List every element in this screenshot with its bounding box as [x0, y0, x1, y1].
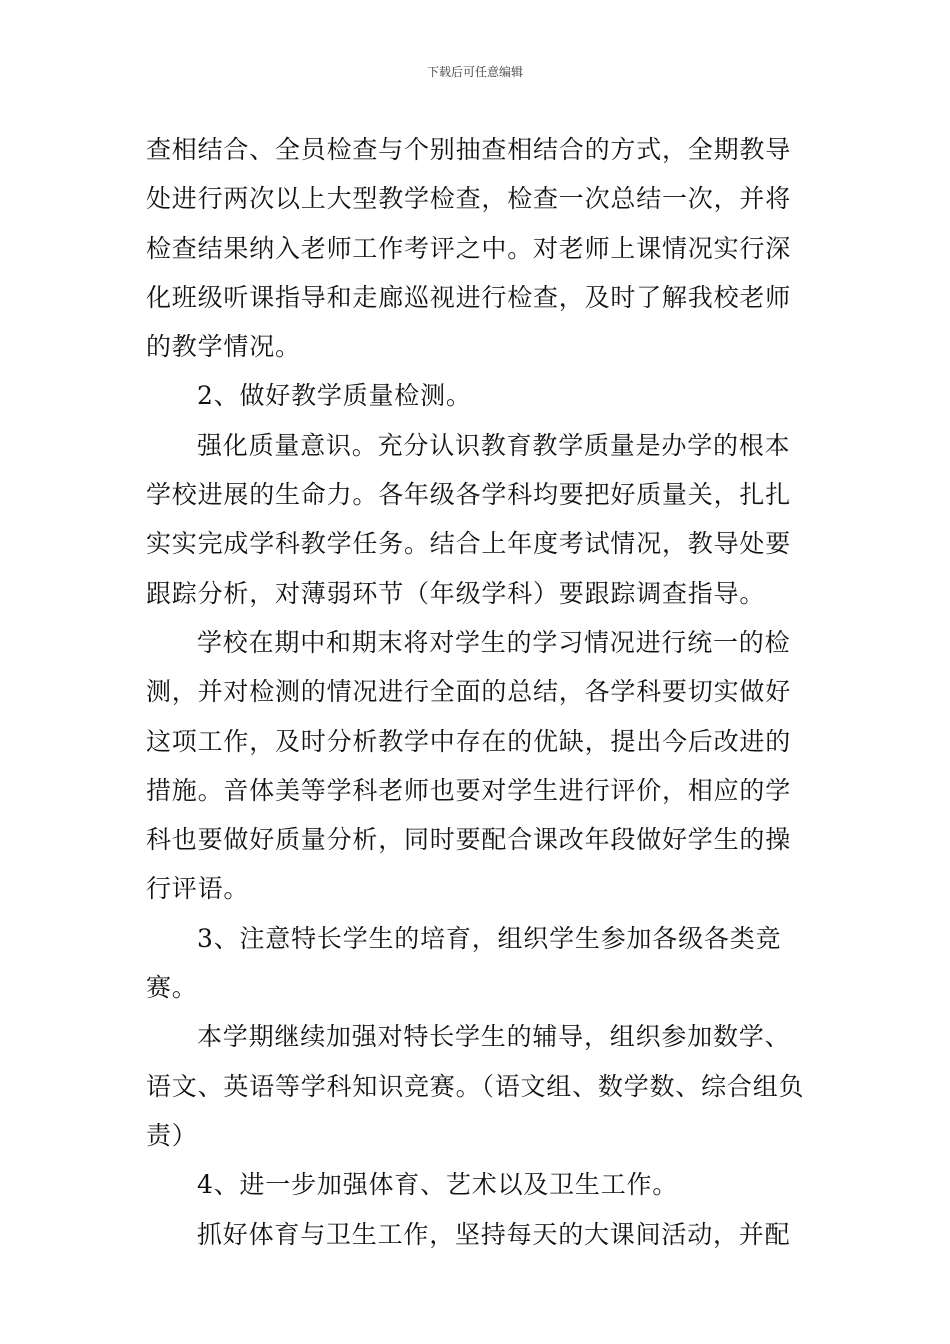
document-body — [146, 125, 808, 1259]
heading-item-2: 2、做好教学质量检测。 — [197, 381, 472, 411]
paragraph-4: 学校在期中和期末将对学生的学习情况进行统一的检测，并对检测的情况进行全面的总结，各学科要切实做好这项工作，及时分析教学中存在的优缺，提出今后改进的措施。音体美等学科老师也要对学生进行评价，相应的学科也要做好质量分析，同时要配合课改年段做好学生的操行评语。 — [146, 627, 792, 904]
paragraph-8: 抓好体育与卫生工作，坚持每天的大课间活动，并配 — [197, 1219, 791, 1249]
heading-item-3: 3、注意特长学生的培育，组织学生参加各级各类竞赛。 — [146, 923, 782, 1003]
heading-item-4: 4、进一步加强体育、艺术以及卫生工作。 — [197, 1170, 679, 1200]
paragraph-6: 本学期继续加强对特长学生的辅导，组织参加数学、语文、英语等学科知识竞赛。（语文组、数学数、综合组负责） — [146, 1022, 805, 1150]
paragraph-1: 查相结合、全员检查与个别抽查相结合的方式，全期教导处进行两次以上大型教学检查，检查一次总结一次，并将检查结果纳入老师工作考评之中。对老师上课情况实行深化班级听课指导和走廊巡视进行检查，及时了解我校老师的教学情况。 — [146, 135, 792, 362]
page-header: 下载后可任意编辑 — [426, 65, 523, 79]
paragraph-3: 强化质量意识。充分认识教育教学质量是办学的根本学校进展的生命力。各年级各学科均要把好质量关，扎扎实实完成学科教学任务。结合上年度考试情况，教导处要跟踪分析，对薄弱环节（年级学科）要跟踪调查指导。 — [146, 430, 792, 608]
